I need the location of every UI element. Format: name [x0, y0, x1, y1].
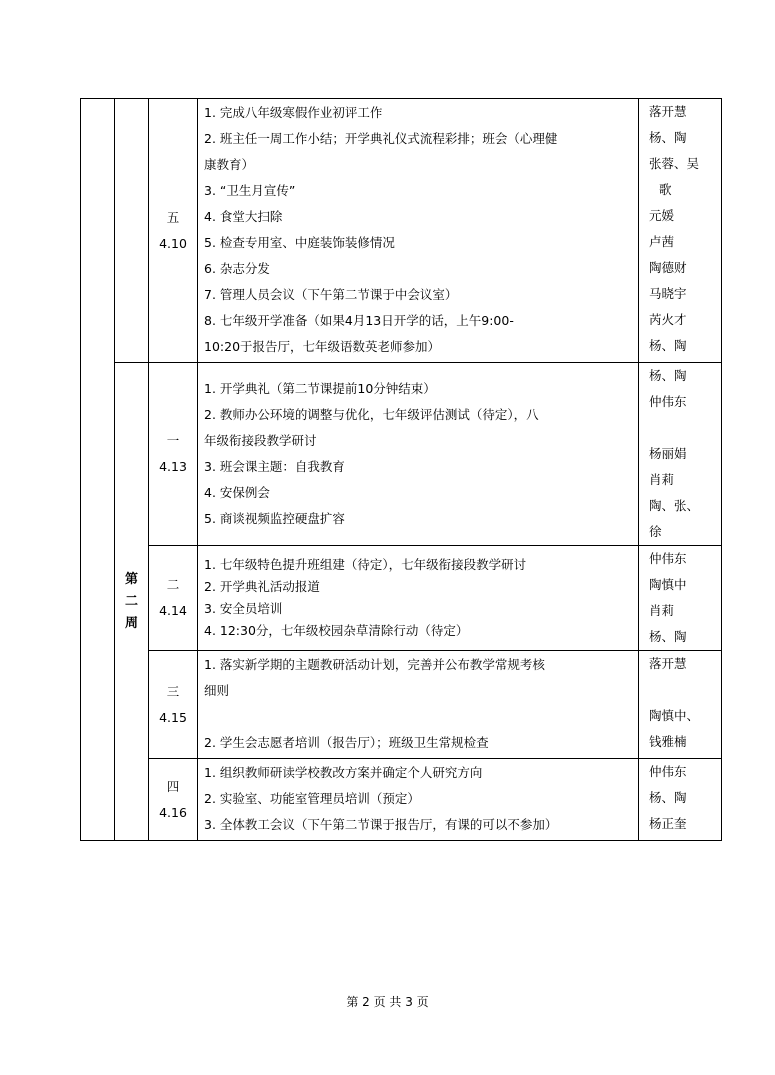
day-name: 一 — [166, 433, 180, 448]
task-line: 年级衔接段教学研讨 — [204, 432, 317, 448]
day-date: 4.10 — [159, 235, 187, 251]
person-line: 元媛 — [649, 208, 675, 223]
task-line: 1. 七年级特色提升班组建（待定），七年级衔接段教学研讨 — [204, 556, 527, 572]
task-line: 2. 教师办公环境的调整与优化，七年级评估测试（待定），八 — [204, 406, 539, 422]
day-name: 四 — [166, 778, 180, 794]
person-line: 肖莉 — [649, 472, 675, 487]
day-name: 三 — [166, 683, 180, 699]
person-line: 卢茜 — [649, 234, 675, 249]
day-date: 4.16 — [159, 804, 187, 820]
schedule-table — [80, 98, 722, 841]
tasks-cell — [198, 99, 639, 363]
tasks-cell — [198, 759, 639, 841]
person-line: 陶慎中 — [649, 577, 687, 592]
person-line: 芮火才 — [649, 312, 687, 327]
task-line: 1. 完成八年级寒假作业初评工作 — [204, 105, 383, 120]
week-label-char: 二 — [124, 593, 138, 609]
schedule-body — [81, 99, 722, 841]
table-row — [81, 759, 722, 841]
person-line: 杨、陶 — [649, 338, 687, 353]
task-line — [204, 704, 632, 730]
day-name: 二 — [166, 577, 180, 592]
people-cell — [639, 759, 722, 841]
task-line: 2. 学生会志愿者培训（报告厅）；班级卫生常规检查 — [204, 735, 489, 750]
week-cell-previous — [115, 99, 149, 363]
person-line: 落开慧 — [649, 104, 687, 119]
day-date: 4.15 — [159, 709, 187, 725]
person-line: 杨、陶 — [649, 130, 687, 145]
task-line: 4. 食堂大扫除 — [204, 209, 283, 224]
day-cell — [149, 759, 198, 841]
task-line: 4. 安保例会 — [204, 484, 270, 500]
day-cell — [149, 651, 198, 759]
tasks-cell — [198, 363, 639, 546]
day-cell — [149, 99, 198, 363]
task-line: 1. 组织教师研读学校教改方案并确定个人研究方向 — [204, 765, 483, 780]
person-line: 马晓宇 — [649, 286, 687, 301]
task-line: 1. 开学典礼（第二节课提前10分钟结束） — [204, 380, 436, 396]
person-line: 杨丽娟 — [649, 446, 687, 461]
task-line: 2. 实验室、功能室管理员培训（预定） — [204, 791, 420, 806]
person-line: 仲伟东 — [649, 551, 687, 566]
person-line: 落开慧 — [649, 656, 687, 671]
task-line: 3. 班会课主题：自我教育 — [204, 458, 345, 474]
person-line: 徐 — [649, 524, 662, 539]
tasks-cell — [198, 651, 639, 759]
person-line: 杨、陶 — [649, 790, 687, 805]
week-label-char: 第 — [124, 571, 138, 587]
people-cell — [639, 363, 722, 546]
table-row — [81, 99, 722, 363]
table-row — [81, 546, 722, 651]
task-line: 4. 12:30分，七年级校园杂草清除行动（待定） — [204, 622, 469, 638]
day-date: 4.13 — [159, 459, 187, 474]
person-line: 杨、陶 — [649, 368, 687, 383]
person-line: 张蓉、吴 — [649, 156, 700, 171]
person-line: 歌 — [659, 182, 672, 197]
person-line — [641, 415, 719, 441]
person-line: 杨、陶 — [649, 629, 687, 644]
person-line — [641, 677, 719, 703]
person-line: 钱雅楠 — [649, 734, 687, 749]
people-cell — [639, 651, 722, 759]
tasks-cell — [198, 546, 639, 651]
person-line: 仲伟东 — [649, 394, 687, 409]
person-line: 仲伟东 — [649, 764, 687, 779]
task-line: 1. 落实新学期的主题教研活动计划，完善并公布教学常规考核 — [204, 657, 545, 672]
task-line: 5. 商谈视频监控硬盘扩容 — [204, 510, 345, 526]
task-line: 2. 班主任一周工作小结；开学典礼仪式流程彩排；班会（心理健 — [204, 131, 558, 146]
task-line: 2. 开学典礼活动报道 — [204, 578, 320, 594]
task-line: 3. 安全员培训 — [204, 600, 283, 616]
task-line: 10:20于报告厅，七年级语数英老师参加） — [204, 339, 441, 354]
task-line: 7. 管理人员会议（下午第二节课于中会议室） — [204, 287, 458, 302]
people-cell — [639, 546, 722, 651]
week-label — [115, 569, 148, 635]
table-row — [81, 651, 722, 759]
task-line: 细则 — [204, 683, 230, 698]
person-line: 陶、张、 — [649, 498, 700, 513]
table-row — [81, 363, 722, 546]
person-line: 肖莉 — [649, 603, 675, 618]
week-label-cell — [115, 363, 149, 841]
person-line: 陶慎中、 — [649, 708, 700, 723]
outer-blank-cell — [81, 99, 115, 841]
task-line: 3. “卫生月宣传” — [204, 183, 296, 198]
people-cell — [639, 99, 722, 363]
day-cell — [149, 546, 198, 651]
person-line: 陶德财 — [649, 260, 687, 275]
task-line: 3. 全体教工会议（下午第二节课于报告厅，有课的可以不参加） — [204, 817, 558, 832]
day-date: 4.14 — [159, 603, 187, 618]
task-line: 6. 杂志分发 — [204, 261, 270, 276]
day-name: 五 — [166, 209, 180, 225]
task-line: 康教育） — [204, 157, 255, 172]
week-label-char: 周 — [124, 615, 138, 631]
task-line: 8. 七年级开学准备（如果4月13日开学的话，上午9:00- — [204, 313, 514, 328]
task-line: 5. 检查专用室、中庭装饰装修情况 — [204, 235, 395, 250]
page-footer: 第 2 页 共 3 页 — [346, 995, 429, 1009]
day-cell — [149, 363, 198, 546]
person-line: 杨正奎 — [649, 816, 687, 831]
